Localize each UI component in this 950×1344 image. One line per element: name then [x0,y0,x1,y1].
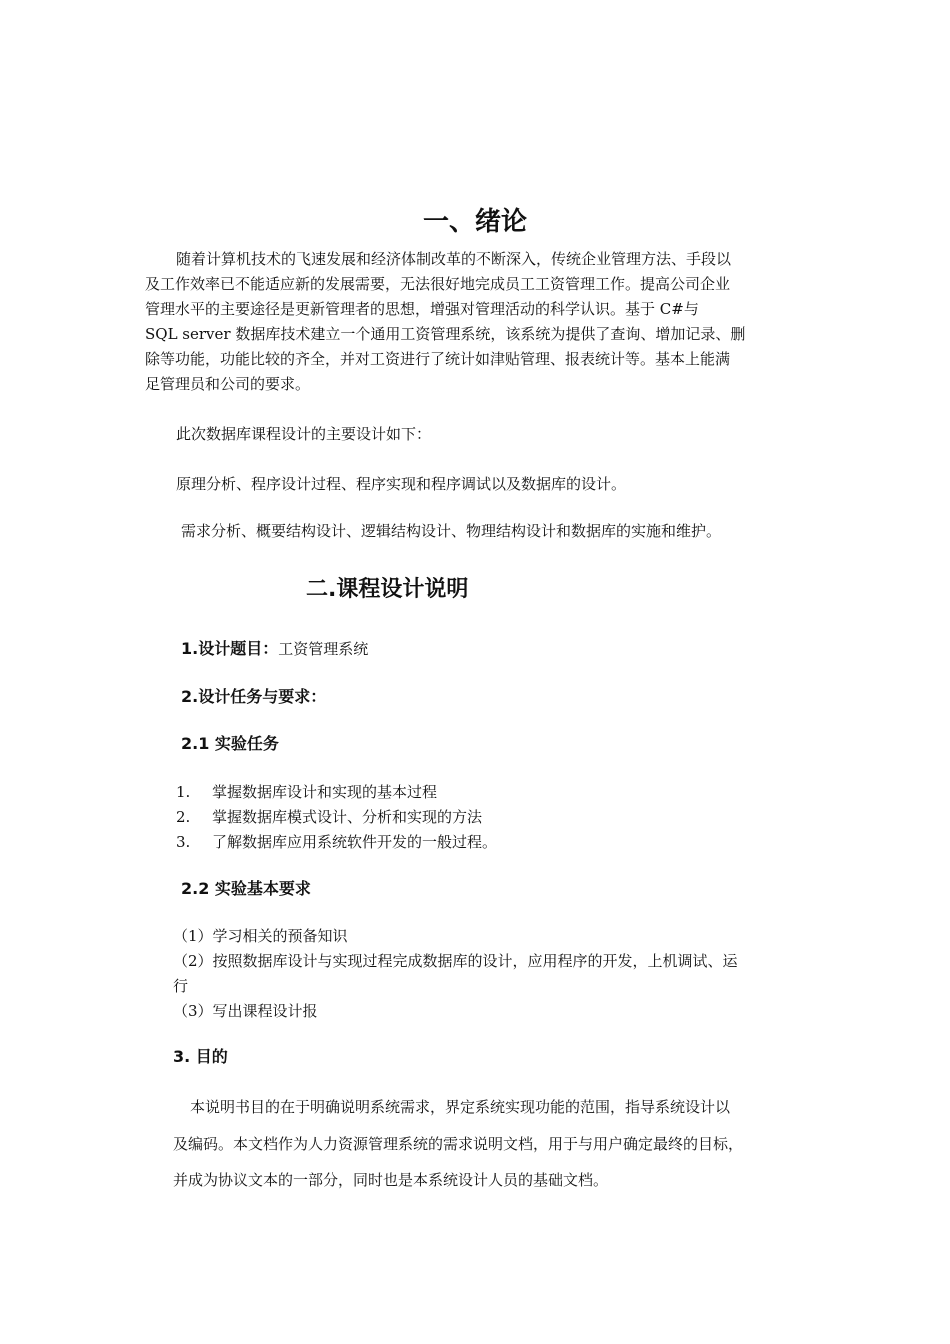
exp-tasks-heading: 2.1 实验任务 [181,734,279,753]
purpose-line: 并成为协议文本的一部分，同时也是本系统设计人员的基础文档。 [173,1171,609,1189]
purpose-heading: 3. 目的 [173,1047,228,1066]
list-item-number: 1. [176,783,191,801]
design-intro: 此次数据库课程设计的主要设计如下： [176,425,432,443]
list-item-number: 3. [176,833,191,851]
exp-req-heading: 2.2 实验基本要求 [181,879,311,898]
design-item: 需求分析、概要结构设计、逻辑结构设计、物理结构设计和数据库的实施和维护。 [181,522,722,540]
design-item: 原理分析、程序设计过程、程序实现和程序调试以及数据库的设计。 [176,475,627,493]
intro-line: SQL server 数据库技术建立一个通用工资管理系统，该系统为提供了查询、增加记录、删 [145,325,746,343]
design-topic-value: 工资管理系统 [278,640,369,658]
intro-line: 随着计算机技术的飞速发展和经济体制改革的不断深入，传统企业管理方法、手段以 [176,250,732,268]
section1-title: 一、绪论 [422,207,527,237]
intro-line: 除等功能，功能比较的齐全，并对工资进行了统计如津贴管理、报表统计等。基本上能满 [145,350,731,368]
list-item-number: 2. [176,808,191,826]
purpose-line: 及编码。本文档作为人力资源管理系统的需求说明文档，用于与用户确定最终的目标， [173,1135,744,1153]
list-item [176,807,482,827]
intro-line: 管理水平的主要途径是更新管理者的思想，增强对管理活动的科学认识。基于 C#与 [145,300,699,318]
list-item-text: 了解数据库应用系统软件开发的一般过程。 [212,833,498,851]
list-item [176,832,497,852]
design-topic [181,638,368,660]
design-topic-label: 1.设计题目： [181,639,279,658]
list-item [176,782,437,802]
intro-line: 足管理员和公司的要求。 [145,375,311,393]
req-line: （2）按照数据库设计与实现过程完成数据库的设计，应用程序的开发，上机调试、运 [173,952,738,970]
req-line: （3）写出课程设计报 [173,1002,318,1020]
list-item-text: 掌握数据库模式设计、分析和实现的方法 [212,808,483,826]
req-line: （1）学习相关的预备知识 [173,927,348,945]
req-line: 行 [173,977,189,995]
purpose-line: 本说明书目的在于明确说明系统需求，界定系统实现功能的范围，指导系统设计以 [190,1098,731,1116]
section2-title: 二.课程设计说明 [306,577,469,602]
tasks-heading: 2.设计任务与要求： [181,687,327,706]
list-item-text: 掌握数据库设计和实现的基本过程 [212,783,438,801]
intro-line: 及工作效率已不能适应新的发展需要，无法很好地完成员工工资管理工作。提高公司企业 [145,275,731,293]
